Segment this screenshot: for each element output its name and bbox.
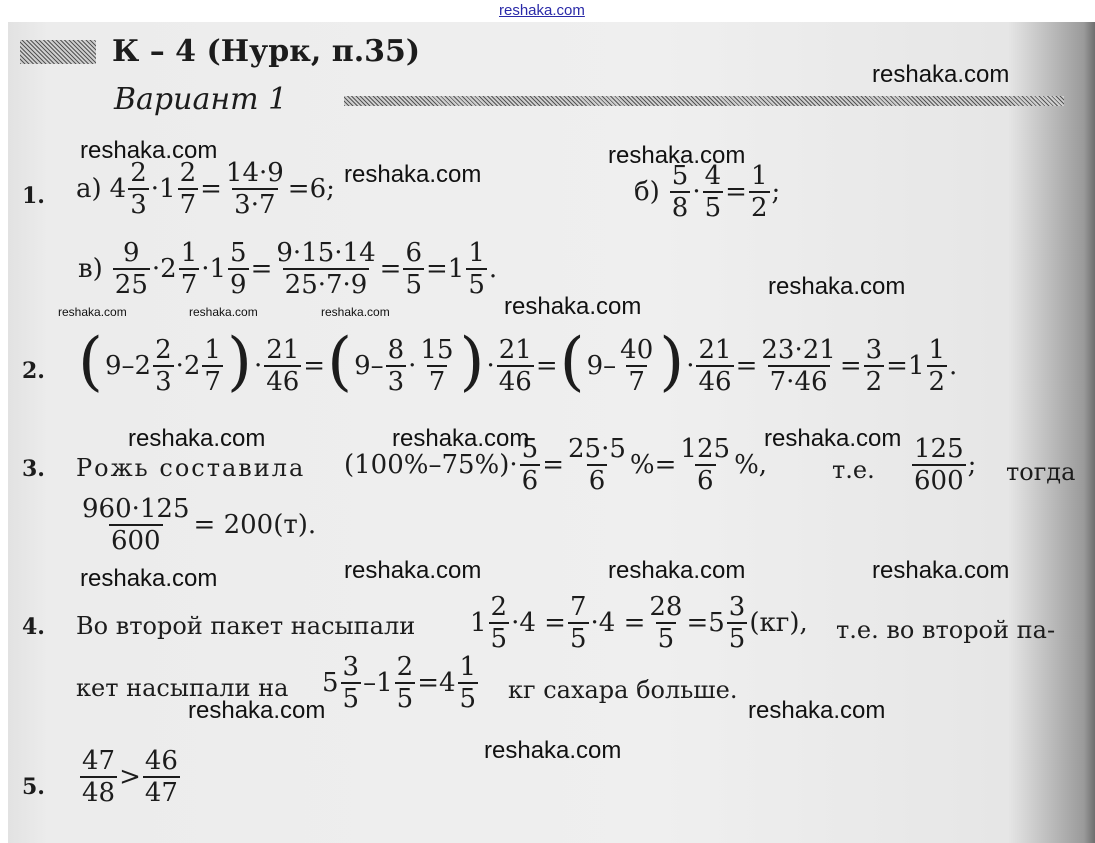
problem-4-text-4: кг сахара больше. [508, 676, 738, 704]
numerator: 8 [387, 335, 405, 365]
denominator: 3 [155, 367, 172, 397]
fraction [418, 337, 455, 395]
unit-label: (кг), [749, 608, 808, 638]
watermark-label: reshaka.com [768, 273, 906, 300]
watermark-label: reshaka.com [188, 697, 326, 724]
mixed-number [322, 654, 363, 712]
denominator: 5 [490, 624, 508, 654]
fraction [395, 654, 416, 712]
fraction [341, 654, 362, 712]
denominator: 7 [628, 367, 645, 397]
problem-2-number: 2. [22, 358, 45, 384]
problem-5-comparison [78, 748, 182, 806]
number: 9 [104, 351, 122, 381]
denominator: 5 [704, 193, 722, 223]
problem-4-number: 4. [22, 614, 45, 640]
fraction [696, 337, 733, 395]
mixed-number [448, 240, 489, 298]
denominator: 5 [459, 684, 477, 714]
whole-part: 1 [376, 668, 393, 698]
whole-part: 2 [160, 254, 177, 284]
whole-part: 1 [470, 608, 487, 638]
numerator: 1 [928, 335, 946, 365]
numerator: 1 [468, 238, 485, 268]
numerator: 5 [521, 434, 539, 464]
denominator: 5 [728, 624, 746, 654]
whole-part: 1 [209, 254, 227, 284]
denominator: 5 [657, 624, 675, 654]
mixed-number [908, 337, 949, 395]
numerator: 7 [569, 592, 587, 622]
watermark-label: reshaka.com [484, 737, 622, 764]
denominator: 7·46 [769, 367, 828, 397]
watermark-label: reshaka.com [608, 142, 746, 169]
fraction [727, 594, 748, 652]
problem-3-then: тогда [1006, 458, 1076, 486]
fraction [489, 594, 510, 652]
denominator: 6 [696, 466, 714, 496]
fraction [927, 337, 948, 395]
denominator: 46 [266, 367, 300, 397]
denominator: 9 [230, 270, 247, 300]
numerator: 2 [179, 158, 197, 188]
numerator: 9 [123, 238, 140, 268]
mixed-number [184, 337, 225, 395]
watermark-label: reshaka.com [344, 557, 482, 584]
watermark-label-small: reshaka.com [189, 305, 258, 319]
problem-1v: в) $\frac{9}{25}$ · 2 $\frac{1}{7}$ · 1 $\frac{5}{9}$ = $\frac{9\cdot 15\cdot 14}{25\cdot 7\cdot 9}$ = $\frac{6}{5}$ = 1 $\frac{1}{5}$ . [78, 238, 498, 300]
problem-3-expression: (100%–75%)· $\frac{5}{6}$ = $\frac{25\cdot 5}{6}$ % = $\frac{125}{6}$ %, [344, 434, 768, 496]
denominator: 46 [698, 367, 732, 397]
numerator: 15 [420, 335, 454, 365]
denominator: 7 [179, 190, 197, 220]
problem-4-expression: 1 $\frac{2}{5}$ ·4 = $\frac{7}{5}$ ·4 = $\frac{28}{5}$ = 5 $\frac{3}{5}$ (кг), [470, 592, 808, 654]
fraction [466, 240, 487, 298]
variant-heading: Вариант 1 [114, 82, 288, 117]
denominator: 46 [498, 367, 532, 397]
numerator: 1 [180, 238, 198, 268]
numerator: 9·15·14 [276, 238, 376, 268]
greater-than-sign: > [119, 762, 141, 792]
fraction [80, 748, 117, 806]
numerator: 5 [671, 161, 689, 191]
denominator: 6 [521, 466, 539, 496]
watermark-label-small: reshaka.com [58, 305, 127, 319]
header-hatch-bar [20, 40, 96, 64]
denominator: 3·7 [234, 190, 276, 220]
denominator: 5 [468, 270, 485, 300]
percent-sign: % [629, 450, 655, 480]
denominator: 6 [588, 466, 606, 496]
denominator: 7 [204, 367, 221, 397]
whole-part: 1 [447, 254, 465, 284]
numerator: 1 [204, 335, 221, 365]
fraction [618, 337, 655, 395]
denominator: 7 [180, 270, 198, 300]
numerator: 2 [130, 158, 147, 188]
mixed-number [708, 594, 749, 652]
whole-part: 4 [438, 668, 456, 698]
watermark-label: reshaka.com [608, 557, 746, 584]
watermark-label: reshaka.com [80, 137, 218, 164]
problem-4-text-2: т.е. во второй па- [836, 616, 1056, 644]
fraction [566, 436, 628, 494]
watermark-label: reshaka.com [344, 161, 482, 188]
problem-2: ( 9 – 2 $\frac{2}{3}$ · 2 $\frac{1}{7}$ ) · $\frac{21}{46}$ = ( 9 – $\frac{8}{3}$ · $\frac{15}{7}$ ) · $\frac{21}{46}$ = ( 9 – $\frac{40}{7}$ ) · $\frac{21}{46}$ = $\frac{23\cdot 21}{7\cdot 46}$ = $\frac{3}{2}$ = 1 $\frac{1}{2}$ . [78, 325, 958, 399]
right-paren: ) [226, 325, 252, 399]
numerator: 40 [620, 335, 654, 365]
fraction [568, 594, 589, 652]
problem-4-text-3: кет насыпали на [76, 674, 289, 702]
watermark-label: reshaka.com [748, 697, 886, 724]
numerator: 3 [728, 592, 746, 622]
numerator: 960·125 [82, 494, 190, 524]
numerator: 28 [649, 592, 683, 622]
left-paren: ( [78, 325, 103, 399]
watermark-label: reshaka.com [764, 425, 902, 452]
whole-part: 1 [907, 351, 925, 381]
problem-3-number: 3. [22, 456, 45, 482]
problem-1b-label: б) [634, 177, 660, 207]
operator: ·4 = [590, 608, 646, 638]
denominator: 2 [865, 367, 883, 397]
fraction [179, 240, 200, 298]
whole-part: 5 [322, 668, 339, 698]
whole-part: 2 [134, 351, 152, 381]
watermark-label: reshaka.com [128, 425, 266, 452]
denominator: 3 [387, 367, 405, 397]
numerator: 3 [342, 652, 360, 682]
right-paren: ) [659, 325, 685, 399]
fraction [647, 594, 684, 652]
fraction [458, 654, 479, 712]
fraction [678, 436, 732, 494]
watermark-label: reshaka.com [392, 425, 530, 452]
problem-5-number: 5. [22, 774, 45, 800]
fraction [912, 436, 966, 494]
numerator: 21 [266, 335, 300, 365]
denominator: 2 [750, 193, 768, 223]
whole-part: 5 [708, 608, 725, 638]
numerator: 125 [680, 434, 731, 464]
denominator: 25 [114, 270, 148, 300]
left-paren: ( [559, 325, 585, 399]
numerator: 47 [82, 746, 116, 776]
right-paren: ) [459, 325, 485, 399]
mixed-number [439, 654, 480, 712]
problem-3-result [78, 496, 316, 554]
fraction [274, 240, 377, 298]
mixed-number [135, 337, 176, 395]
minus-sign: – [121, 351, 135, 381]
denominator: 7 [428, 367, 446, 397]
variant-hatch-line [344, 96, 1064, 106]
fraction [143, 748, 180, 806]
fraction [403, 240, 424, 298]
mixed-number [470, 594, 511, 652]
numerator: 46 [144, 746, 178, 776]
minus-sign: – [370, 351, 384, 381]
denominator: 600 [110, 526, 161, 556]
numerator: 2 [490, 592, 508, 622]
numerator: 2 [155, 335, 172, 365]
problem-3-te: т.е. [832, 456, 875, 484]
numerator: 125 [914, 434, 964, 464]
mixed-number [159, 160, 200, 218]
denominator: 3 [130, 190, 147, 220]
numerator: 2 [396, 652, 414, 682]
fraction [386, 337, 407, 395]
mixed-number [210, 240, 251, 298]
fraction [497, 337, 534, 395]
watermark-label: reshaka.com [872, 61, 1010, 88]
denominator: 8 [671, 193, 689, 223]
punctuation: . [488, 254, 498, 284]
numerator: 21 [698, 335, 732, 365]
page-title: К – 4 (Нурк, п.35) [112, 34, 421, 69]
top-watermark-link[interactable]: reshaka.com [499, 2, 585, 19]
fraction [749, 163, 770, 221]
expression: (100%–75%)· [344, 450, 518, 480]
mixed-number [376, 654, 417, 712]
numerator: 23·21 [761, 335, 836, 365]
percent-sign: %, [734, 450, 768, 480]
left-paren: ( [327, 325, 353, 399]
denominator: 2 [928, 367, 946, 397]
operator: ·4 = [511, 608, 566, 638]
fraction [178, 160, 199, 218]
mixed-number [160, 240, 201, 298]
problem-4-difference: 5 $\frac{3}{5}$ – 1 $\frac{2}{5}$ = 4 $\frac{1}{5}$ [322, 654, 480, 712]
numerator: 3 [865, 335, 883, 365]
fraction [128, 160, 149, 218]
fraction [113, 240, 150, 298]
numerator: 25·5 [568, 434, 626, 464]
denominator: 25·7·9 [284, 270, 368, 300]
fraction [80, 496, 192, 554]
numerator: 4 [704, 161, 722, 191]
watermark-label-small: reshaka.com [321, 305, 390, 319]
problem-1a-result: 6; [309, 174, 335, 204]
number: 9 [354, 351, 371, 381]
denominator: 48 [82, 778, 116, 808]
numerator: 1 [459, 652, 477, 682]
numerator: 14·9 [225, 158, 284, 188]
minus-sign: – [603, 351, 617, 381]
numerator: 6 [405, 238, 422, 268]
fraction [153, 337, 174, 395]
punctuation: ; [771, 177, 781, 207]
denominator: 5 [405, 270, 422, 300]
numerator: 5 [230, 238, 247, 268]
denominator: 600 [914, 466, 964, 496]
punctuation: ; [967, 450, 977, 480]
fraction [228, 240, 249, 298]
watermark-label: reshaka.com [80, 565, 218, 592]
numerator: 21 [498, 335, 532, 365]
denominator: 47 [144, 778, 178, 808]
problem-1v-label: в) [78, 254, 103, 284]
fraction [224, 160, 286, 218]
whole-part: 2 [183, 351, 201, 381]
fraction [670, 163, 691, 221]
problem-4-text-1: Во второй пакет насыпали [76, 612, 416, 640]
watermark-label: reshaka.com [872, 557, 1010, 584]
watermark-label: reshaka.com [504, 293, 642, 320]
fraction [202, 337, 223, 395]
whole-part: 4 [109, 174, 127, 204]
fraction [703, 163, 724, 221]
denominator: 5 [569, 624, 587, 654]
denominator: 5 [396, 684, 414, 714]
fraction [864, 337, 885, 395]
problem-3-ratio [910, 436, 976, 494]
problem-1a-label: а) [76, 174, 102, 204]
number: 9 [586, 351, 604, 381]
whole-part: 1 [159, 174, 176, 204]
problem-1a: а) 4 $\frac{2}{3}$ · 1 $\frac{2}{7}$ = $\frac{14\cdot 9}{3\cdot 7}$ = 6; [76, 158, 335, 220]
denominator: 5 [342, 684, 360, 714]
mixed-number [110, 160, 151, 218]
fraction [759, 337, 837, 395]
punctuation: . [949, 351, 958, 381]
fraction [264, 337, 301, 395]
numerator: 1 [750, 161, 768, 191]
problem-1-number: 1. [22, 183, 45, 209]
problem-3-text: Рожь составила [76, 454, 306, 482]
problem-1b: б) $\frac{5}{8}$ · $\frac{4}{5}$ = $\frac{1}{2}$ ; [634, 161, 781, 223]
result-text: = 200(т). [193, 510, 317, 540]
